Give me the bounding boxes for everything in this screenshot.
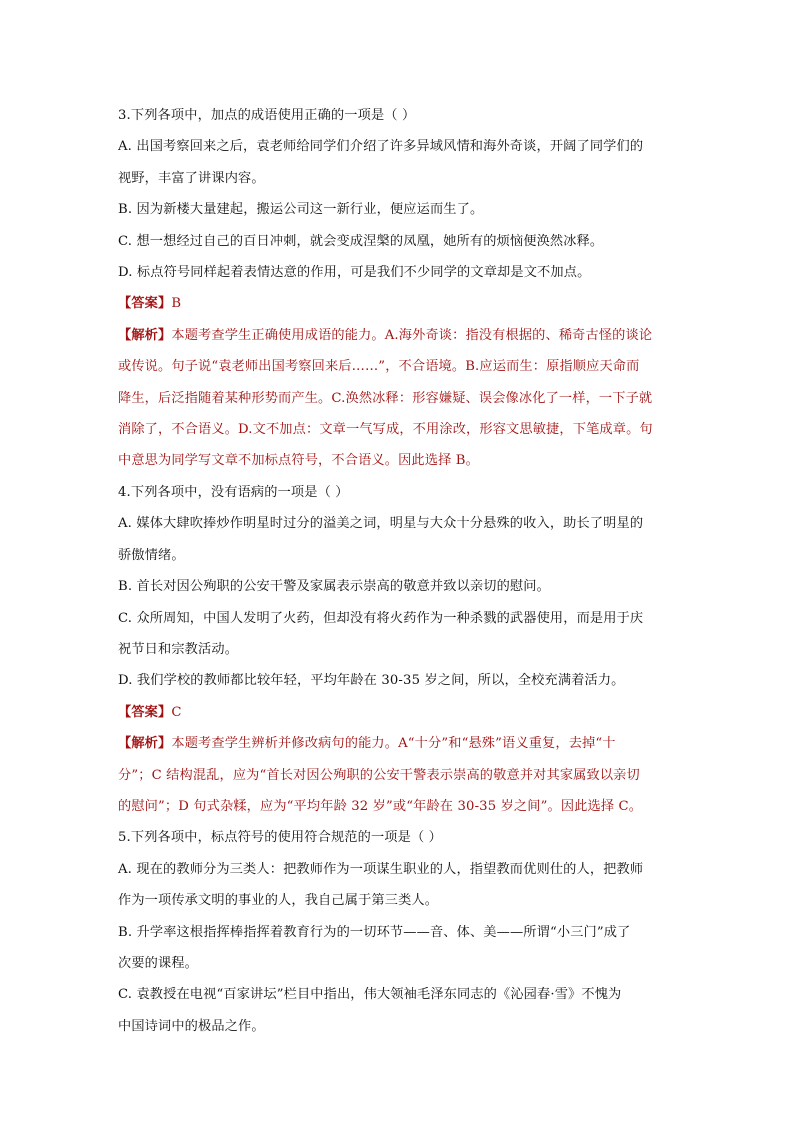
option-a-line-2: 作为一项传承文明的事业的人，我自己属于第三类人。 [118,893,439,909]
option-a-line-1: A. 现在的教师分为三类人：把教师作为一项谋生职业的人，指望教而优则仕的人，把教师 [118,861,644,877]
option-d: D. 标点符号同样起着表情达意的作用，可是我们不少同学的文章却是文不加点。 [118,265,591,281]
analysis-label: 【解析】 [118,736,172,752]
option-c-line-2: 祝节日和宗教活动。 [118,641,239,657]
analysis-line-1 [118,728,678,759]
analysis-line-3: 降生，后泛指随着某种形势而产生。C.涣然冰释：形容嫌疑、误会像冰化了一样，一下子就 [118,390,653,406]
option-b: B. 首长对因公殉职的公安干警及家属表示崇高的敬意并致以亲切的慰问。 [118,579,550,595]
answer-line [118,697,678,728]
option-a-line-1: A. 媒体大肆吹捧炒作明星时过分的溢美之词，明星与大众十分悬殊的收入，助长了明星的 [118,516,644,532]
analysis-label: 【解析】 [118,327,172,343]
option-a-line-2: 视野，丰富了讲课内容。 [118,170,265,186]
analysis-line-3: 的慰问”；D 句式杂糅，应为“平均年龄 32 岁”或“年龄在 30-35 岁之间”。因此选择 C。 [118,798,643,814]
option-c-line-1: C. 众所周知，中国人发明了火药，但却没有将火药作为一种杀戮的武器使用，而是用于庆 [118,610,644,626]
option-b-line-1: B. 升学率这根指挥棒指挥着教育行为的一切环节——音、体、美——所谓“小三门”成了 [118,924,631,940]
analysis-line-1 [118,320,678,351]
option-b: B. 因为新楼大量建起，搬运公司这一新行业，便应运而生了。 [118,202,484,218]
analysis-line-5: 中意思为同学写文章不加标点符号，不合语义。因此选择 B。 [118,453,479,469]
answer-value: C [171,704,182,720]
analysis-text: 本题考查学生辨析并修改病句的能力。A“十分”和“悬殊”语义重复，去掉“十 [171,736,616,752]
analysis-line-2: 或传说。句子说“袁老师出国考察回来后……”，不合语境。B.应运而生：原指顺应天命而 [118,359,640,375]
analysis-line-4: 消除了，不合语义。D.文不加点：文章一气写成，不用涂改，形容文思敏捷，下笔成章。句 [118,422,653,438]
document-page [118,100,678,1042]
question-5 [118,822,678,1042]
question-stem: 4.下列各项中，没有语病的一项是（ ） [118,484,349,500]
option-c-line-2: 中国诗词中的极品之作。 [118,1018,265,1034]
analysis-line-2: 分”；C 结构混乱，应为“首长对因公殉职的公安干警表示崇高的敬意并对其家属致以亲切 [118,767,640,783]
option-a-line-2: 骄傲情绪。 [118,547,185,563]
question-3 [118,100,678,477]
question-4 [118,477,678,822]
analysis-text: 本题考查学生正确使用成语的能力。A.海外奇谈：指没有根据的、稀奇古怪的谈论 [171,327,653,343]
answer-label: 【答案】 [118,704,172,720]
option-b-line-2: 次要的课程。 [118,955,199,971]
option-c-line-1: C. 袁教授在电视“百家讲坛”栏目中指出，伟大领袖毛泽东同志的《沁园春·雪》不愧为 [118,987,622,1003]
option-d: D. 我们学校的教师都比较年轻，平均年龄在 30-35 岁之间，所以，全校充满着活力。 [118,673,625,689]
question-stem: 5.下列各项中，标点符号的使用符合规范的一项是（ ） [118,830,442,846]
answer-value: B [171,296,182,312]
option-c: C. 想一想经过自己的百日冲刺，就会变成涅槃的凤凰，她所有的烦恼便涣然冰释。 [118,233,604,249]
option-a-line-1: A. 出国考察回来之后，袁老师给同学们介绍了许多异域风情和海外奇谈，开阔了同学们的 [118,139,644,155]
answer-line [118,288,678,319]
answer-label: 【答案】 [118,296,172,312]
question-stem: 3.下列各项中，加点的成语使用正确的一项是（ ） [118,108,416,123]
